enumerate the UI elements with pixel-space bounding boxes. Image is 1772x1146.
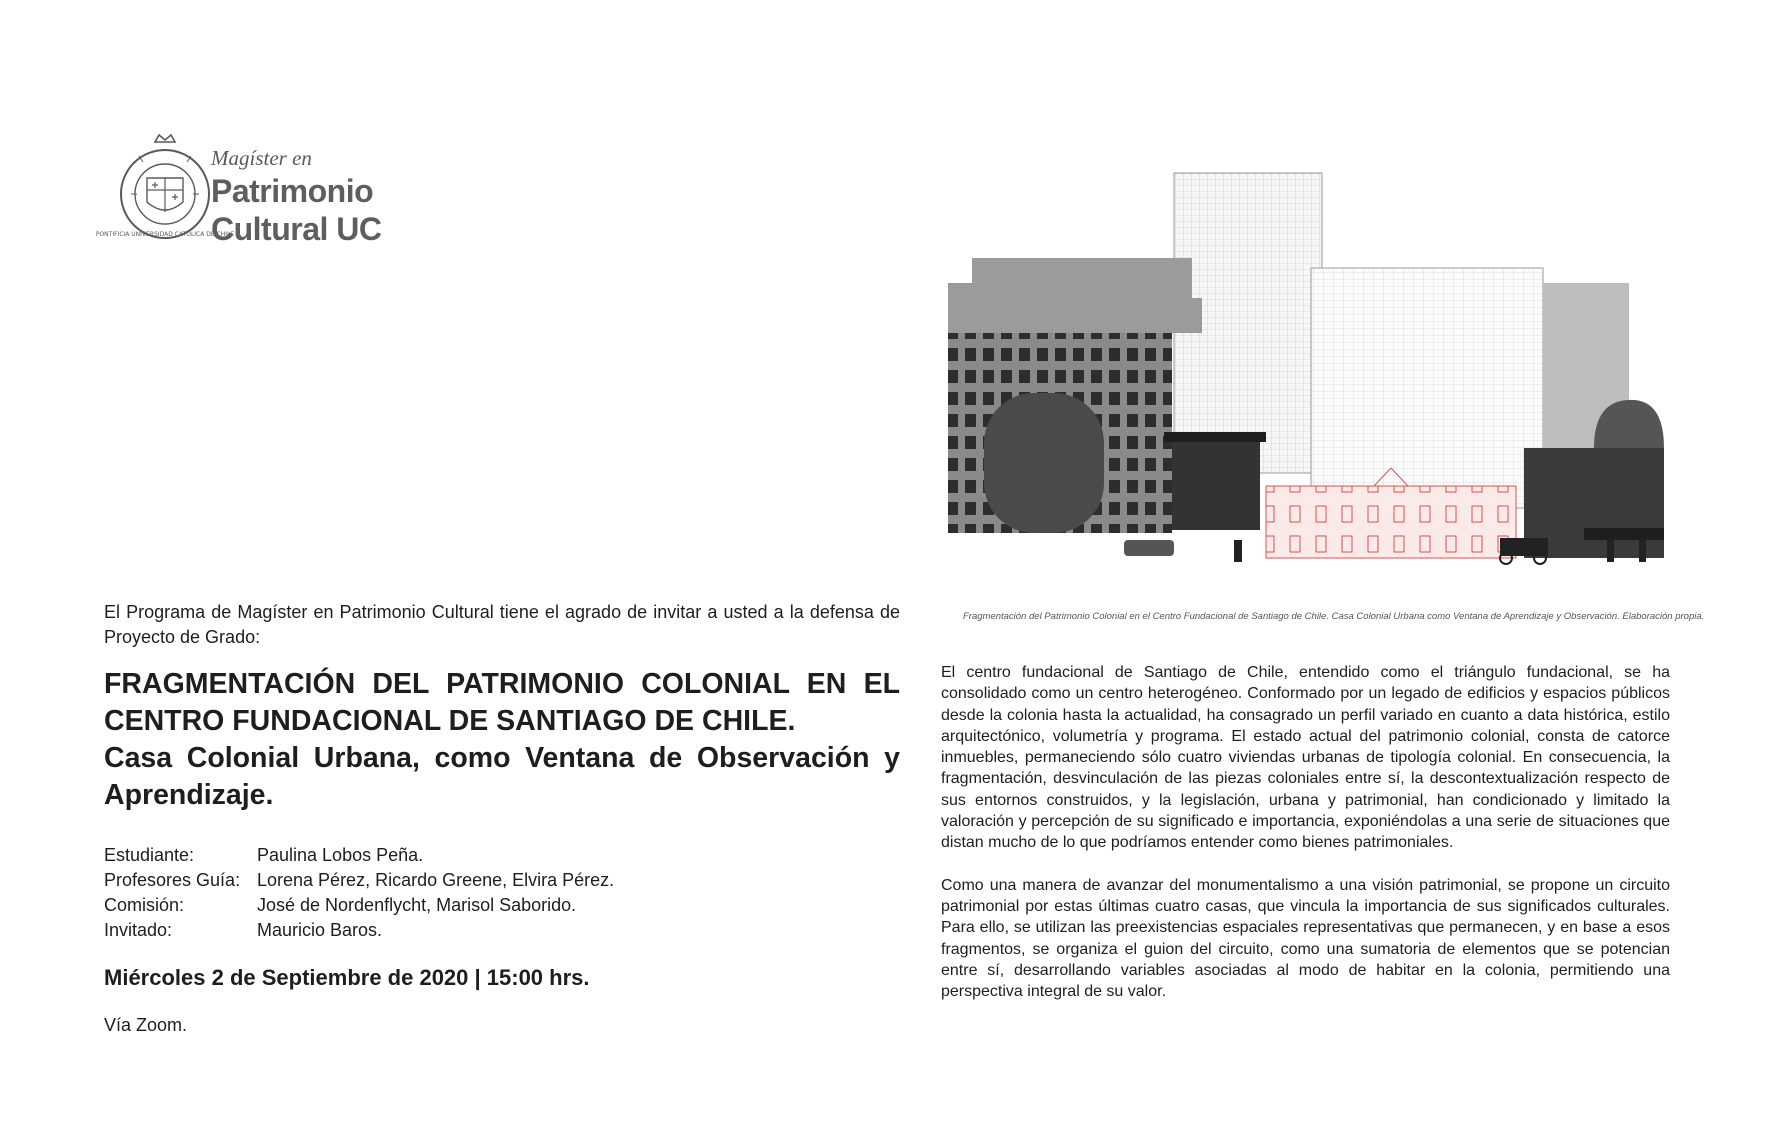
invitation-intro: El Programa de Magíster en Patrimonio Cultural tiene el agrado de invitar a usted a la defensa de Proyecto de Grado: xyxy=(104,602,900,647)
committee-row xyxy=(104,843,614,868)
role-label: Estudiante: xyxy=(104,845,195,865)
committee-row xyxy=(104,893,614,918)
dark-pavilion-top xyxy=(1164,432,1266,442)
role-label: Profesores Guía: xyxy=(104,870,241,890)
tree-canopy xyxy=(984,393,1104,533)
event-venue: Vía Zoom. xyxy=(104,1015,188,1035)
role-names: José de Nordenflycht, Marisol Saborido. xyxy=(257,895,577,915)
role-label: Comisión: xyxy=(104,895,185,915)
committee-row xyxy=(104,868,614,893)
pedestrian xyxy=(1639,538,1646,562)
dark-pavilion xyxy=(1172,438,1260,530)
architectural-collage-image xyxy=(944,168,1668,568)
figure-caption: Fragmentación del Patrimonio Colonial en el Centro Fundacional de Santiago de Chile. Casa Colonial Urbana como Ventana de Aprendizaje y Observación. Elaboración propia. xyxy=(963,611,1705,622)
pedestrian xyxy=(1607,538,1614,562)
committee-row xyxy=(104,918,614,943)
logo-title-line2: Cultural UC xyxy=(211,211,382,247)
colonial-facade-red xyxy=(1266,486,1516,558)
stepped-concrete xyxy=(948,258,1202,333)
university-seal-icon xyxy=(95,132,235,244)
abstract-paragraph: El centro fundacional de Santiago de Chile, entendido como el triángulo fundacional, se ha consolidado como un centro heterogéneo. Conformado por un legado de edificios y espacios públicos desde la colonia hasta la actualidad, ha consagrado un perfil variado en cuanto a data histórica, estilo arquitectónico, volumetría y programa. El estado actual del patrimonio colonial, consta de catorce inmuebles, permaneciendo sólo cuatro viviendas urbanas de tipología colonial. En consecuencia, la fragmentación, desvinculación de las piezas coloniales entre sí, la descontextualización respecto de sus entornos construidos, y la legislación, urbana y patrimonial, han condicionado y limitado la valoración y percepción de su significado e importancia, exponiéndolas a una serie de situaciones que distan mucho de lo que podríamos entender como bienes patrimoniales. xyxy=(941,664,1670,852)
grid-block xyxy=(1311,268,1543,508)
role-label: Invitado: xyxy=(104,920,173,940)
svg-text:PONTIFICIA UNIVERSIDAD CATÓLIC: PONTIFICIA UNIVERSIDAD CATÓLICA DE CHILE xyxy=(95,231,235,238)
logo-title-line1: Patrimonio xyxy=(211,173,374,209)
thesis-title: FRAGMENTACIÓN DEL PATRIMONIO COLONIAL EN EL CENTRO FUNDACIONAL DE SANTIAGO DE CHILE. xyxy=(104,668,900,737)
abstract xyxy=(941,662,1670,1023)
abstract-paragraph: Como una manera de avanzar del monumentalismo a una visión patrimonial, se propone un circuito patrimonial por estas últimas cuatro casas, que vincula la importancia de sus significados culturales. Para ello, se utilizan las preexistencias espaciales representativas que permanecen, y en base a esos fragmentos, se organiza el guion del circuito, como una sumatoria de elementos que se potencian entre sí, desarrollando variables asociadas al modo de habitar en la colonia, permitiendo una perspectiva integral de su valor. xyxy=(941,876,1670,1001)
role-names: Mauricio Baros. xyxy=(257,920,383,940)
thesis-subtitle: Casa Colonial Urbana, como Ventana de Observación y Aprendizaje. xyxy=(104,742,900,811)
street-car xyxy=(1124,540,1174,556)
role-names: Paulina Lobos Peña. xyxy=(257,845,424,865)
program-logo xyxy=(95,132,417,252)
logo-title xyxy=(211,172,382,248)
logo-subtitle: Magíster en xyxy=(211,146,312,170)
committee-list xyxy=(104,843,614,943)
event-datetime: Miércoles 2 de Septiembre de 2020 | 15:00 hrs. xyxy=(104,965,590,990)
carriage xyxy=(1500,538,1548,556)
role-names: Lorena Pérez, Ricardo Greene, Elvira Pérez. xyxy=(257,870,615,890)
pedestrian xyxy=(1234,540,1242,562)
domed-building-awning xyxy=(1584,528,1664,540)
